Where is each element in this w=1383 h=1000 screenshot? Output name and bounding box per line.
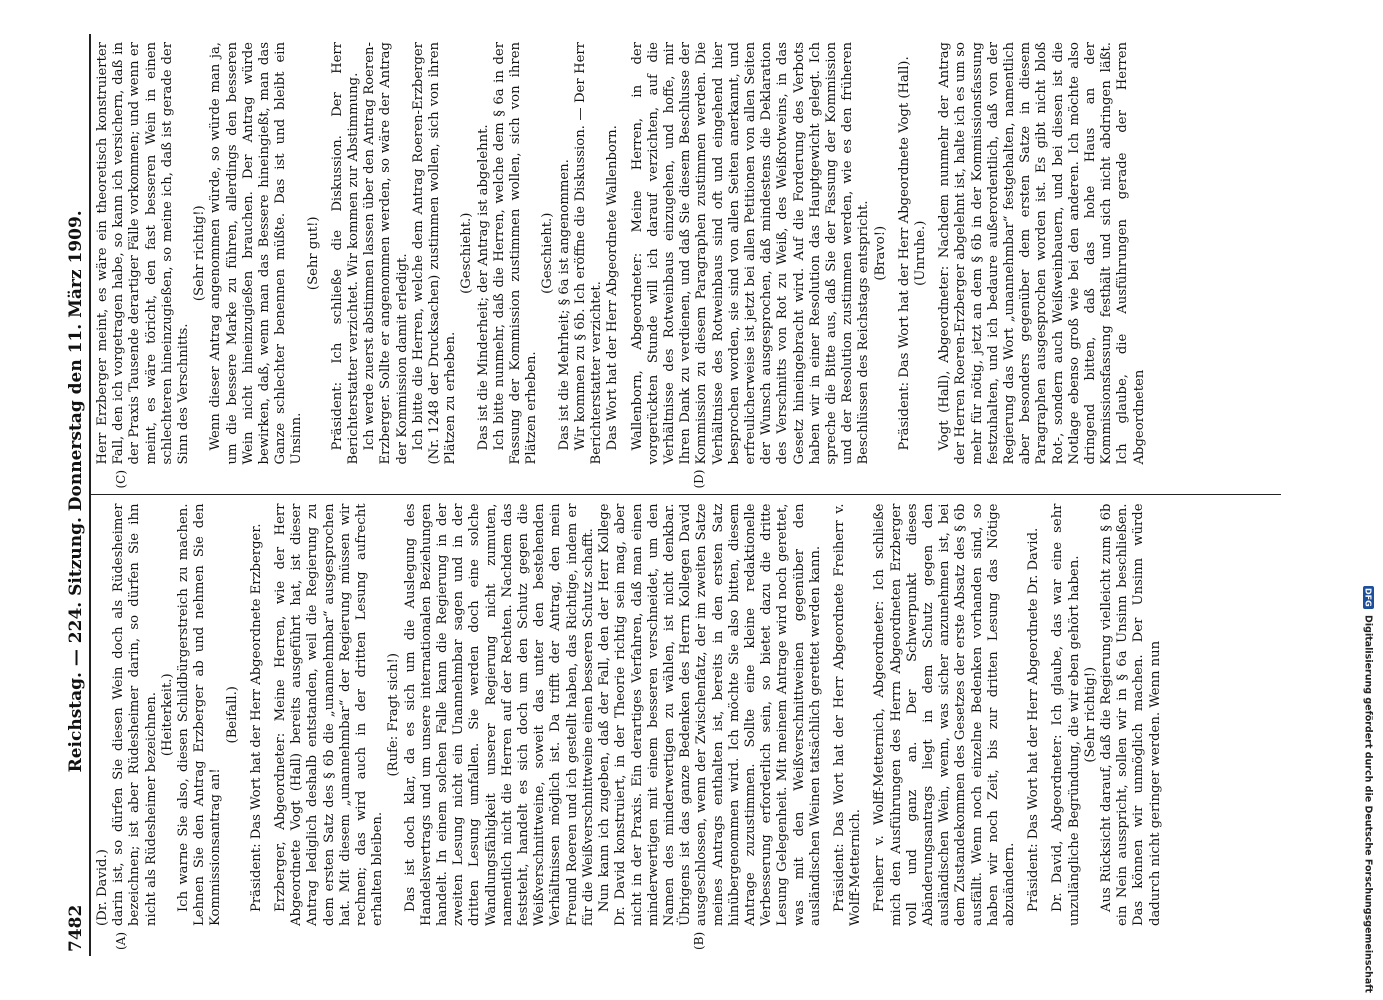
text-columns xyxy=(91,34,1281,956)
reaction: (Heiterkeit.) xyxy=(159,673,175,757)
reaction: (Geschieht.) xyxy=(540,212,556,294)
reaction: (Bravo!) xyxy=(872,225,888,281)
paragraph: Das ist die Minderheit; der Antrag ist abgelehnt. xyxy=(475,124,491,451)
paragraph: Ich bitte nunmehr, daß die Herren, welche dem § 6a in der Fassung der Kommission zustimmen wollen, sich von ihren Plätzen erheben. xyxy=(491,42,540,465)
paragraph: darin ist, so dürfen Sie diesen Wein doch als Rüdesheimer bezeichnen; ist aber Rüdesheimer darin, so dürfen Sie ihn nicht als Rüdesheimer bezeichnen. xyxy=(111,503,159,926)
reaction: (Geschieht.) xyxy=(459,212,475,294)
reaction: (Unruhe.) xyxy=(912,220,928,286)
page-number: 7482 xyxy=(66,904,86,952)
paragraph: Präsident: Das Wort hat der Herr Abgeordnete Freiherr v. Wolff-Metternich. xyxy=(831,503,864,926)
page-title: Reichstag. — 224. Sitzung. Donnerstag den 11. März 1909. xyxy=(66,210,86,773)
paragraph: Wenn dieser Antrag angenommen würde, so würde man ja, um die bessere Marke zu führen, allerdings den besseren Wein nicht hineinzugießen brauchen. Der Antrag würde bewirken, daß, wenn man das Bessere hineingießt, man das Ganze schlechter benennen müßte. Das ist und bleibt ein Unsinn. xyxy=(208,42,305,465)
right-column xyxy=(91,34,1281,495)
speaker-reference: (Dr. David.) xyxy=(95,849,110,926)
margin-marker-b: (B) xyxy=(692,931,706,950)
paragraph: Das ist die Mehrheit; § 6a ist angenommen. xyxy=(556,159,572,451)
paragraph: Ich werde zuerst abstimmen lassen über den Antrag Roeren-Erzberger. Sollte er angenommen werden, so wäre der Antrag der Kommission damit erledigt. xyxy=(362,42,410,465)
margin-marker-c: (C) xyxy=(114,469,128,489)
paragraph: Präsident: Ich schließe die Diskussion. Der Herr Berichterstatter verzichtet. Wir kommen zur Abstimmung. xyxy=(329,42,362,465)
paragraph: Erzberger, Abgeordneter: Meine Herren, wie der Herr Abgeordnete Vogt (Hall) bereits ausgeführt hat, ist dieser Antrag lediglich deshalb entstanden, weil die Regierung zu dem ersten Satz des § 6b die „unannehmbar“ ausgesprochen hat. Mit diesem „unannehmbar“ der Regierung müssen wir rechnen; das wird auch in der dritten Lesung aufrecht erhalten bleiben. xyxy=(273,503,386,926)
paragraph: Freiherr v. Wolff-Metternich, Abgeordneter: Ich schließe mich den Ausführungen des Herrn Abgeordneten Erzberger voll und ganz an. Der Schwerpunkt dieses Abänderungsantrags liegt in dem Schutz gegen den ausländischen Wein, wenn, was sicher anzunehmen ist, bei dem Zustandekommen des Gesetzes der erste Absatz des § 6b ausfällt. Wenn noch einzelne Bedenken vorhanden sind, so haben wir noch Zeit, bis zur dritten Lesung das Nötige abzuändern. xyxy=(872,503,1017,926)
paragraph: Das ist doch klar, da es sich um die Auslegung des Handelsvertrags und um unsere internationalen Beziehungen handelt. In einem solchen Falle kann die Regierung in der zweiten Lesung nicht ein Unannehmbar sagen und in der dritten Lesung umfallen. Sie werden doch eine solche Wandlungsfähigkeit unserer Regierung nicht zumuten, namentlich nicht die Herren auf der Rechten. Nachdem das feststeht, handelt es sich doch um den Schutz gegen die Weißverschnittweine, soweit das unter den bestehenden Verhältnissen möglich ist. Da trifft der Antrag, den mein Freund Roeren und ich gestellt haben, das Richtige, indem er für die Weißverschnittweine einen besseren Schutz schafft. xyxy=(402,503,596,926)
digitization-credit: Digitalisierung gefördert durch die Deutsche Forschungsgemeinschaft xyxy=(1362,615,1374,993)
digitization-note xyxy=(1358,8,1378,993)
margin-marker-d: (D) xyxy=(692,469,706,489)
paragraph: Herr Erzberger meint, es wäre ein theoretisch konstruierter Fall, den ich vorgetragen habe, so kann ich versichern, daß in der Praxis Tausende derartiger Fälle vorkommen; und wenn er meint, es wäre töricht, den fast besseren Wein in einen schlechteren hineinzugießen, so meine ich, daß ist gerade der Sinn des Verschnitts. xyxy=(95,42,192,465)
paragraph: Dr. David, Abgeordneter: Ich glaube, das war eine sehr unzulängliche Begründung, die wir eben gehört haben. xyxy=(1050,503,1082,926)
paragraph: Aus Rücksicht darauf, daß die Regierung vielleicht zum § 6b ein Nein ausspricht, sollen wir in § 6a Unsinn beschließen. Das können wir unmöglich machen. Der Unsinn würde dadurch nicht geringer werden. Wenn nun xyxy=(1098,503,1163,926)
paragraph: Das Wort hat der Herr Abgeordnete Wallenborn. xyxy=(605,125,621,451)
dfg-logo: DFG xyxy=(1363,588,1373,608)
reaction: (Beifall.) xyxy=(224,686,240,744)
reaction: (Sehr richtig!) xyxy=(1082,666,1098,763)
paragraph: Präsident: Das Wort hat der Herr Abgeordnete Vogt (Hall). xyxy=(896,56,912,451)
paragraph: Ich bitte die Herren, welche dem Antrag Roeren-Erzberger (Nr. 1248 der Drucksachen) zustimmen wollen, sich von ihren Plätzen zu erheben. xyxy=(410,42,459,465)
paragraph: Präsident: Das Wort hat der Herr Abgeordnete Dr. David. xyxy=(1026,527,1042,912)
paragraph: Wallenborn, Abgeordneter: Meine Herren, in der vorgerückten Stunde will ich darauf verzichten, auf die Verhältnisse des Rotweinbaus einzugehen, und hoffe, mir Ihren Dank zu verdienen, und daß Sie diesem Beschlusse der Kommission zu diesem Paragraphen zustimmen werden. Die Verhältnisse des Rotweinbaus sind oft und eingehend hier besprochen worden, sie sind von allen Seiten anerkannt, und erfreulicherweise ist jetzt bei allen Petitionen von allen Seiten der Wunsch ausgesprochen, daß mindestens die Deklaration des Verschnitts von Rot zu Weiß, des Weißrotweins, in das Gesetz hineingebracht wird. Auf die Forderung des Verbots haben wir in einer Resolution das Hauptgewicht gelegt. Ich spreche die Bitte aus, daß Sie der Fassung der Kommission und der Resolution zustimmen werden, wie es den früheren Beschlüssen des Reichstags entspricht. xyxy=(629,42,872,465)
reaction: (Sehr richtig!) xyxy=(192,205,208,302)
paragraph: Ich warne Sie also, diesen Schildbürgerstreich zu machen. Lehnen Sie den Antrag Erzberger ab und nehmen Sie den Kommissionsantrag an! xyxy=(176,503,224,926)
paragraph: Nun kann ich zugeben, daß der Fall, den der Herr Kollege Dr. David konstruiert, in der Theorie richtig sein mag, aber nicht in der Praxis. Ein derartiges Verfahren, daß man einen minderwertigen mit einem besseren verschneidet, um den Namen des minderwertigen zu wählen, ist nicht denkbar. Übrigens ist das ganze Bedenken des Herrn Kollegen David ausgeschlossen, wenn der Zwischenfatz, der im zweiten Satze meines Antrags enthalten ist, bereits in den ersten Satz hinübergenommen wird. Ich möchte Sie also bitten, diesem Antrage zuzustimmen. Sollte eine kleine redaktionelle Verbesserung erforderlich sein, so bietet dazu die dritte Lesung Gelegenheit. Mit meinem Antrage wird noch gerettet, was mit den Weißverschnittweinen gegenüber den ausländischen Weinen tatsächlich gerettet werden kann. xyxy=(597,503,823,926)
left-column xyxy=(91,495,1281,957)
reaction: (Sehr gut!) xyxy=(305,216,321,291)
reaction: (Rufe: Fragt sich!) xyxy=(386,653,402,777)
paragraph: Vogt (Hall), Abgeordneter: Nachdem nunmehr der Antrag der Herren Roeren-Erzberger abgelehnt ist, halte ich es um so mehr für nötig, jetzt an dem § 6b in der Kommissionsfassung festzuhalten, und ich bedaure außerordentlich, daß von der Regierung das Wort „unannehmbar“ festgehalten, namentlich aber besonders gegenüber dem ersten Satze in diesem Paragraphen ausgesprochen worden ist. Es gibt nicht bloß Rot-, sondern auch Weißweinbauern, und bei diesen ist die Notlage ebenso groß wie bei den anderen. Ich möchte also dringend bitten, daß das hohe Haus an der Kommissionsfassung festhält und sich nicht abdringen läßt. Ich glaube, die Ausführungen gerade der Herren Abgeordneten xyxy=(937,42,1147,465)
margin-marker-a: (A) xyxy=(114,931,128,950)
document-page xyxy=(60,30,1310,960)
page-header xyxy=(66,34,91,956)
paragraph: Präsident: Das Wort hat der Herr Abgeordnete Erzberger. xyxy=(248,523,264,912)
paragraph: Wir kommen zu § 6b. Ich eröffne die Diskussion. — Der Herr Berichterstatter verzichtet. xyxy=(572,42,605,465)
